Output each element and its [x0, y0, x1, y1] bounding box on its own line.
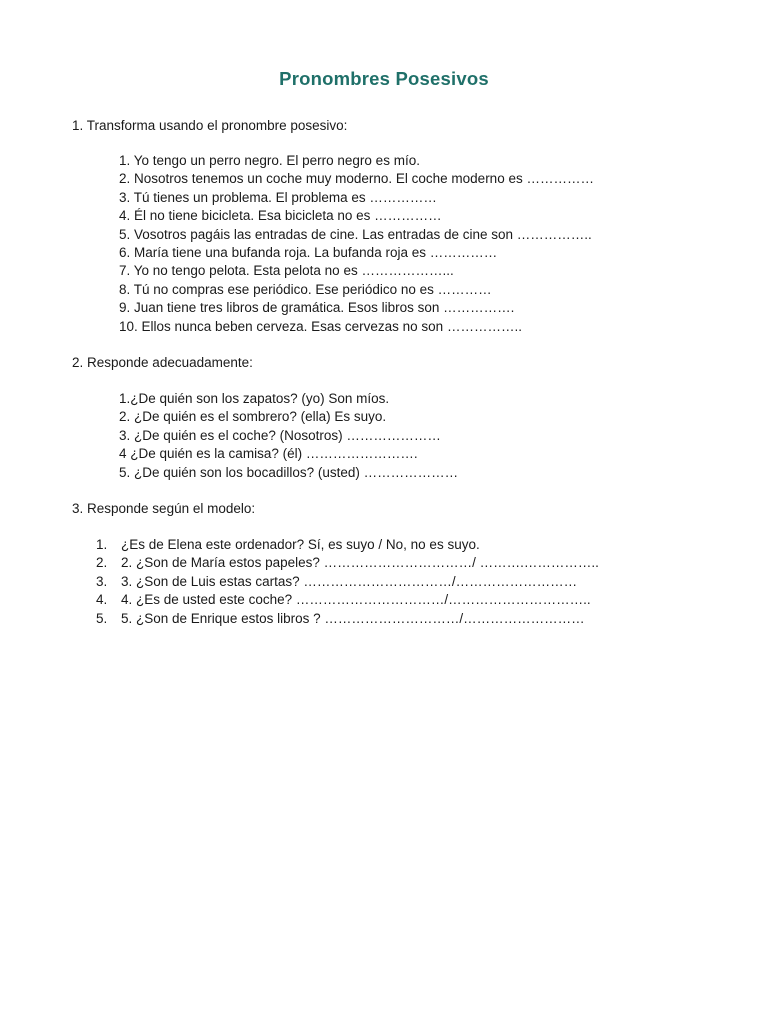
list-item-text: 3. ¿Son de Luis estas cartas? ……………………………/……………………… — [121, 573, 578, 589]
list-item: 2. ¿De quién es el sombrero? (ella) Es suyo. — [119, 409, 387, 425]
list-item: 3. Tú tienes un problema. El problema es …………… — [119, 189, 437, 205]
list-item — [96, 554, 599, 572]
list-item-number: 1. — [96, 537, 108, 552]
section-3-list — [96, 536, 599, 628]
section-2-heading: 2. Responde adecuadamente: — [72, 355, 253, 370]
list-item-number: 4. — [96, 592, 108, 608]
list-item: 1. Yo tengo un perro negro. El perro negro es mío. — [119, 153, 420, 168]
list-item: 7. Yo no tengo pelota. Esta pelota no es ………………... — [119, 263, 454, 279]
section-1-heading: 1. Transforma usando el pronombre posesivo: — [72, 118, 348, 133]
list-item — [96, 573, 599, 591]
list-item-number: 2. — [96, 555, 108, 571]
section-3-heading: 3. Responde según el modelo: — [72, 501, 256, 516]
list-item-text: 4. ¿Es de usted este coche? ……………………………/………………………….. — [121, 592, 591, 608]
list-item: 4. Él no tiene bicicleta. Esa bicicleta no es …………… — [119, 208, 442, 224]
list-item — [96, 536, 599, 554]
list-item-text: ¿Es de Elena este ordenador? Sí, es suyo / No, no es suyo. — [121, 537, 480, 552]
list-item: 3. ¿De quién es el coche? (Nosotros) ………………… — [119, 427, 441, 443]
list-item: 4 ¿De quién es la camisa? (él) ……………………. — [119, 446, 418, 462]
list-item — [96, 610, 599, 628]
list-item-text: 5. ¿Son de Enrique estos libros ? …………………………/……………………… — [121, 610, 585, 626]
list-item: 6. María tiene una bufanda roja. La bufanda roja es …………… — [119, 244, 498, 260]
list-item: 8. Tú no compras ese periódico. Ese periódico no es ………… — [119, 281, 492, 297]
page-title: Pronombres Posesivos — [279, 68, 489, 89]
list-item: 5. ¿De quién son los bocadillos? (usted) ………………… — [119, 464, 459, 480]
section-2-list — [119, 390, 458, 482]
section-1-list — [119, 152, 594, 336]
list-item: 10. Ellos nunca beben cerveza. Esas cervezas no son …………….. — [119, 318, 522, 334]
list-item — [96, 591, 599, 609]
list-item: 9. Juan tiene tres libros de gramática. Esos libros son ……………. — [119, 300, 515, 316]
list-item: 1.¿De quién son los zapatos? (yo) Son míos. — [119, 391, 390, 406]
list-item-number: 3. — [96, 573, 108, 589]
list-item: 2. Nosotros tenemos un coche muy moderno. El coche moderno es …………… — [119, 171, 594, 187]
list-item-text: 2. ¿Son de María estos papeles? ……………………………/ ……….…………….. — [121, 555, 599, 571]
list-item-number: 5. — [96, 610, 108, 626]
list-item: 5. Vosotros pagáis las entradas de cine. Las entradas de cine son …………….. — [119, 226, 592, 242]
